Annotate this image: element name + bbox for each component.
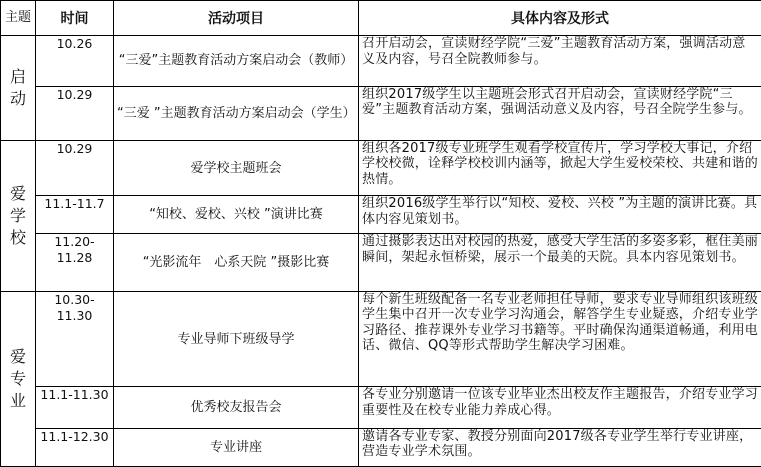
detail-cell: 通过摄影表达出对校园的热爱，感受大学生活的多姿多彩，框住美丽瞬间，架起永恒桥梁，展示一个最美的天院。具本内容见策划书。	[359, 234, 761, 291]
header-theme: 主题	[1, 1, 36, 36]
item-cell: “光影流年 心系天院 ”摄影比赛	[114, 234, 359, 291]
time-cell: 10.26	[36, 36, 114, 86]
theme-cell-love-school: 爱学校	[1, 140, 36, 291]
detail-cell: 组织2016级学生举行以“知校、爱校、兴校 ”为主题的演讲比赛。具体内容见策划书。	[359, 196, 761, 234]
table-row	[1, 234, 761, 291]
item-cell: 优秀校友报告会	[114, 387, 359, 428]
table-row	[1, 291, 761, 387]
table-row	[1, 428, 761, 466]
detail-cell: 组织各2017级专业班学生观看学校宣传片，学习学校大事记，介绍学校校微，诠释学校校训内涵等，掀起大学生爱校荣校、共建和谐的热情。	[359, 140, 761, 195]
detail-cell: 每个新生班级配备一名专业老师担任导师，要求专业导师组织该班级学生集中召开一次专业学习沟通会，解答学生专业疑惑，介绍专业学习路径、推荐课外专业学习书籍等。平时确保沟通渠道畅通，利用电话、微信、QQ等形式帮助学生解决学习困难。	[359, 291, 761, 387]
time-cell: 10.29	[36, 86, 114, 140]
table-row	[1, 196, 761, 234]
time-cell: 10.29	[36, 140, 114, 195]
table-row	[1, 86, 761, 140]
time-cell: 11.1-12.30	[36, 428, 114, 466]
item-cell: “三爱”主题教育活动方案启动会（教师）	[114, 36, 359, 86]
item-cell: “三爱 ”主题教育活动方案启动会（学生）	[114, 86, 359, 140]
table-row	[1, 36, 761, 86]
header-time: 时间	[36, 1, 114, 36]
header-item: 活动项目	[114, 1, 359, 36]
table-header-row	[1, 1, 761, 36]
item-cell: 爱学校主题班会	[114, 140, 359, 195]
theme-cell-love-major: 爱专业	[1, 291, 36, 466]
item-cell: 专业讲座	[114, 428, 359, 466]
detail-cell: 各专业分别邀请一位该专业毕业杰出校友作主题报告，介绍专业学习重要性及在校专业能力养成心得。	[359, 387, 761, 428]
time-cell: 11.1-11.7	[36, 196, 114, 234]
detail-cell: 组织2017级学生以主题班会形式召开启动会，宣读财经学院“三爱”主题教育活动方案，强调活动意义及内容，号召全院学生参与。	[359, 86, 761, 140]
time-cell: 11.20-11.28	[36, 234, 114, 291]
detail-cell: 邀请各专业专家、教授分别面向2017级各专业学生举行专业讲座，营造专业学术氛围。	[359, 428, 761, 466]
theme-cell-launch: 启动	[1, 36, 36, 141]
table-row	[1, 387, 761, 428]
time-cell: 10.30-11.30	[36, 291, 114, 387]
time-cell: 11.1-11.30	[36, 387, 114, 428]
detail-cell: 召开启动会，宣读财经学院“三爱”主题教育活动方案，强调活动意义及内容，号召全院教师参与。	[359, 36, 761, 86]
header-detail: 具体内容及形式	[359, 1, 761, 36]
item-cell: 专业导师下班级导学	[114, 291, 359, 387]
item-cell: “知校、爱校、兴校 ”演讲比赛	[114, 196, 359, 234]
table-row	[1, 140, 761, 195]
